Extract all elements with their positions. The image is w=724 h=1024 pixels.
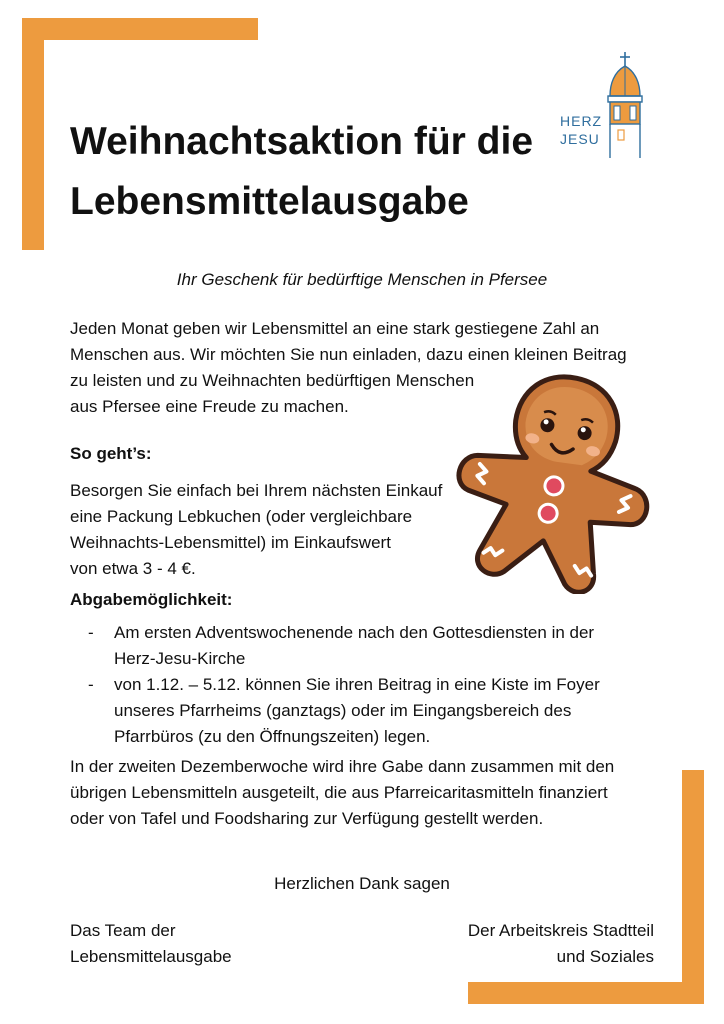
corner-accent-bottom-horizontal bbox=[468, 982, 704, 1004]
signature-right bbox=[468, 918, 654, 970]
list-item bbox=[88, 672, 648, 750]
logo-text-line-2: JESU bbox=[560, 131, 600, 147]
signature-left bbox=[70, 918, 232, 970]
subtitle: Ihr Geschenk für bedürftige Menschen in Pfersee bbox=[176, 270, 548, 289]
signature-right-line-2: und Soziales bbox=[556, 947, 654, 966]
page-title-line-2: Lebensmittelausgabe bbox=[70, 180, 469, 223]
signature-left-line-2: Lebensmittelausgabe bbox=[70, 947, 232, 966]
howto-line: Weihnachts-Lebensmittel) im Einkaufswert bbox=[70, 533, 391, 552]
list-item bbox=[88, 620, 648, 672]
closing-line: übrigen Lebensmitteln ausgeteilt, die aus Pfarreicaritasmitteln finanziert bbox=[70, 783, 608, 802]
bullet-dash: - bbox=[88, 675, 94, 694]
list-item-line: unseres Pfarrheims (ganztags) oder im Eingangsbereich des bbox=[114, 701, 572, 720]
signature-left-line-1: Das Team der bbox=[70, 921, 176, 940]
list-item-line: von 1.12. – 5.12. können Sie ihren Beitrag in eine Kiste im Foyer bbox=[114, 675, 600, 694]
church-tower-icon bbox=[604, 50, 654, 160]
closing-line: oder von Tafel und Foodsharing zur Verfügung gestellt werden. bbox=[70, 809, 544, 828]
howto-heading: So geht’s: bbox=[70, 444, 152, 463]
howto-line: von etwa 3 - 4 €. bbox=[70, 559, 196, 578]
closing-line: In der zweiten Dezemberwoche wird ihre Gabe dann zusammen mit den bbox=[70, 757, 615, 776]
list-item-line: Herz-Jesu-Kirche bbox=[114, 649, 246, 668]
intro-line: zu leisten und zu Weihnachten bedürftigen Menschen bbox=[70, 371, 475, 390]
closing-paragraph bbox=[70, 754, 614, 832]
list-item-line: Pfarrbüros (zu den Öffnungszeiten) legen. bbox=[114, 727, 431, 746]
howto-line: eine Packung Lebkuchen (oder vergleichbare bbox=[70, 507, 413, 526]
corner-accent-top-vertical bbox=[22, 18, 44, 250]
bullet-dash: - bbox=[88, 623, 94, 642]
intro-line: Jeden Monat geben wir Lebensmittel an eine stark gestiegene Zahl an bbox=[70, 319, 600, 338]
dropoff-list bbox=[88, 620, 648, 750]
logo-text bbox=[560, 112, 602, 148]
list-item-line: Am ersten Adventswochenende nach den Gottesdiensten in der bbox=[114, 623, 595, 642]
gingerbread-man-icon bbox=[448, 368, 662, 594]
intro-line: Menschen aus. Wir möchten Sie nun einladen, dazu einen kleinen Beitrag bbox=[70, 345, 627, 364]
dropoff-heading: Abgabemöglichkeit: bbox=[70, 590, 233, 609]
howto-paragraph bbox=[70, 478, 442, 582]
signature-right-line-1: Der Arbeitskreis Stadtteil bbox=[467, 921, 654, 940]
intro-line: aus Pfersee eine Freude zu machen. bbox=[70, 397, 349, 416]
howto-line: Besorgen Sie einfach bei Ihrem nächsten Einkauf bbox=[70, 481, 443, 500]
thanks-text: Herzlichen Dank sagen bbox=[274, 874, 450, 893]
corner-accent-top-horizontal bbox=[22, 18, 258, 40]
logo-text-line-1: HERZ bbox=[560, 113, 603, 129]
herz-jesu-logo bbox=[560, 50, 660, 162]
page-title-line-1: Weihnachtsaktion für die bbox=[70, 120, 534, 163]
page-title bbox=[70, 112, 533, 232]
